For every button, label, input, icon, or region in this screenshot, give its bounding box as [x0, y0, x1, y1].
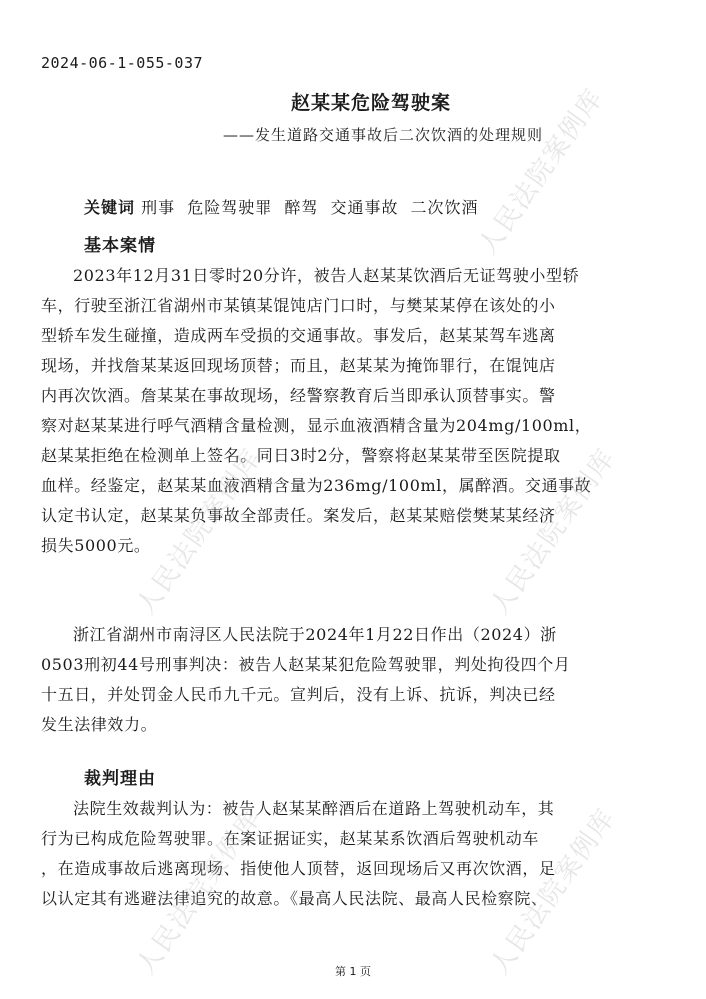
watermark: 人民法院案例库 — [130, 442, 268, 621]
facts-paragraph-2 — [41, 620, 669, 740]
keywords-line — [84, 195, 485, 218]
text-line: 血样。经鉴定，赵某某血液酒精含量为236mg/100ml，属醉酒。交通事故 — [41, 476, 592, 495]
keyword: 危险驾驶罪 — [187, 198, 273, 217]
keyword: 醉驾 — [284, 198, 319, 217]
text-line: 十五日，并处罚金人民币九千元。宣判后，没有上诉、抗诉，判决已经 — [41, 685, 556, 704]
facts-paragraph-1 — [41, 261, 669, 561]
page-number: 第 1 页 — [335, 965, 371, 978]
text-line: 现场，并找詹某某返回现场顶替；而且，赵某某为掩饰罪行，在馄饨店 — [41, 356, 556, 375]
text-line: 行为已构成危险驾驶罪。在案证据证实，赵某某系饮酒后驾驶机动车 — [41, 829, 540, 848]
text-line: 内再次饮酒。詹某某在事故现场，经警察教育后当即承认顶替事实。警 — [41, 386, 556, 405]
keyword: 交通事故 — [330, 198, 399, 217]
document-number: 2024-06-1-055-037 — [41, 54, 204, 72]
watermark: 人民法院案例库 — [484, 802, 622, 981]
watermark: 人民法院案例库 — [484, 442, 622, 621]
keywords-label: 关键词 — [84, 198, 136, 217]
watermark: 人民法院案例库 — [130, 802, 268, 981]
keyword: 刑事 — [141, 198, 176, 217]
text-line: 赵某某拒绝在检测单上签名。同日3时2分，警察将赵某某带至医院提取 — [41, 446, 561, 465]
text-line: 损失5000元。 — [41, 536, 151, 555]
reasoning-heading: 裁判理由 — [84, 769, 156, 789]
text-line: 以认定其有逃避法律追究的故意。《最高人民法院、最高人民检察院、 — [41, 889, 548, 908]
text-line: 型轿车发生碰撞，造成两车受损的交通事故。事发后，赵某某驾车逃离 — [41, 326, 556, 345]
text-line: ，在造成事故后逃离现场、指使他人顶替，返回现场后又再次饮酒，足 — [41, 859, 556, 878]
text-line: 2023年12月31日零时20分许，被告人赵某某饮酒后无证驾驶小型轿 — [73, 266, 580, 285]
text-line: 0503刑初44号刑事判决：被告人赵某某犯危险驾驶罪，判处拘役四个月 — [41, 655, 571, 674]
text-line: 认定书认定，赵某某负事故全部责任。案发后，赵某某赔偿樊某某经济 — [41, 506, 556, 525]
facts-heading: 基本案情 — [84, 236, 156, 256]
case-subtitle: ——发生道路交通事故后二次饮酒的处理规则 — [222, 126, 543, 144]
text-line: 车，行驶至浙江省湖州市某镇某馄饨店门口时，与樊某某停在该处的小 — [41, 296, 556, 315]
text-line: 发生法律效力。 — [41, 715, 158, 734]
watermark: 人民法院案例库 — [472, 82, 610, 261]
keyword: 二次饮酒 — [410, 198, 479, 217]
reasoning-paragraph-1 — [41, 794, 669, 914]
text-line: 浙江省湖州市南浔区人民法院于2024年1月22日作出（2024）浙 — [73, 625, 557, 644]
text-line: 察对赵某某进行呼气酒精含量检测，显示血液酒精含量为204mg/100ml， — [41, 416, 592, 435]
text-line: 法院生效裁判认为：被告人赵某某醉酒后在道路上驾驶机动车，其 — [73, 799, 555, 818]
case-title: 赵某某危险驾驶案 — [290, 92, 451, 114]
